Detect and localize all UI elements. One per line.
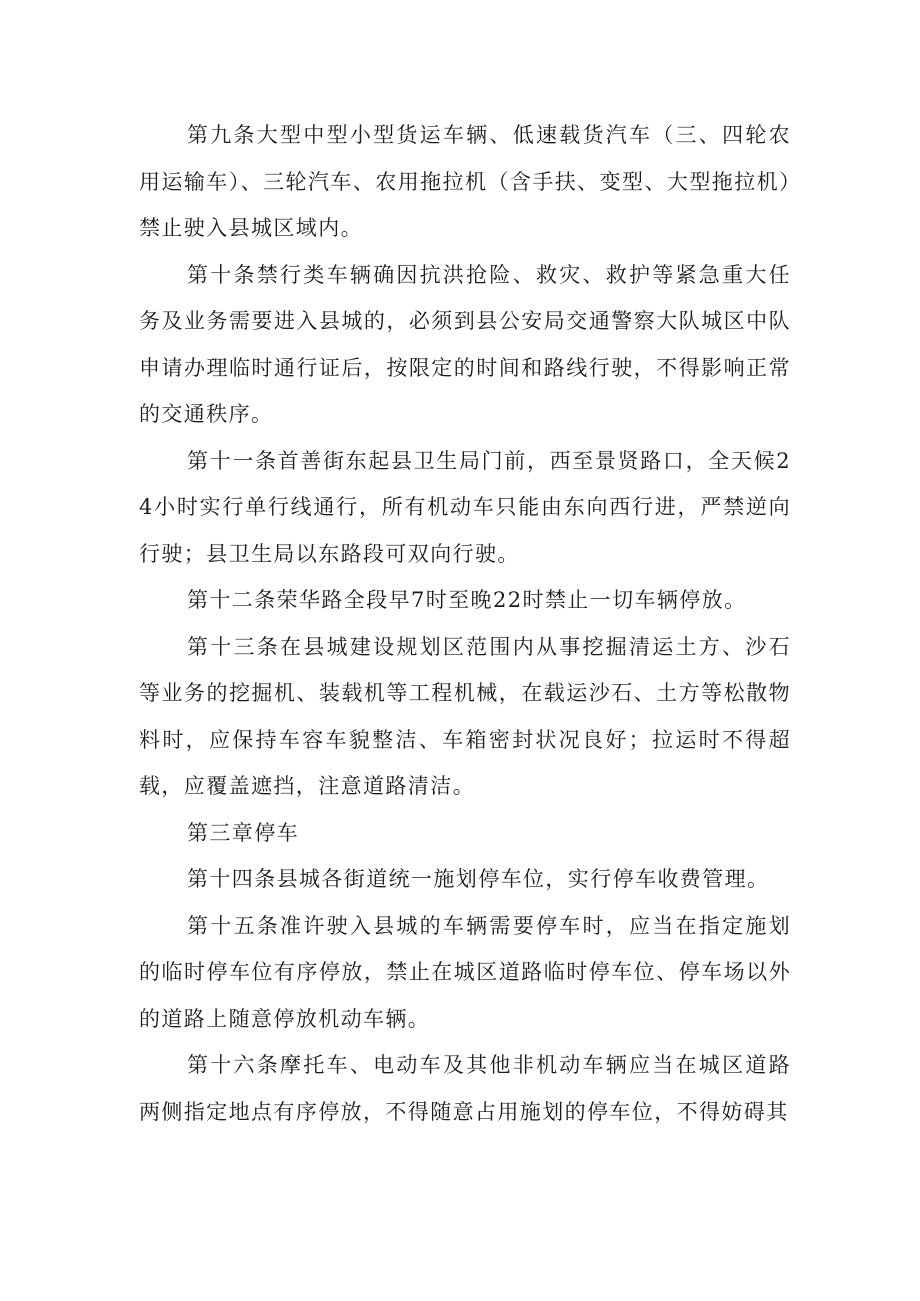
article-10-paragraph: 第十条禁行类车辆确因抗洪抢险、救灾、救护等紧急重大任务及业务需要进入县城的，必须到县公安局交通警察大队城区中队申请办理临时通行证后，按限定的时间和路线行驶，不得影响正常的交通秩序。 [139,262,791,426]
article-11-paragraph: 第十一条首善街东起县卫生局门前，西至景贤路口，全天候24小时实行单行线通行，所有机动车只能由东向西行进，严禁逆向行驶；县卫生局以东路段可双向行驶。 [139,448,791,566]
article-14-paragraph: 第十四条县城各街道统一施划停车位，实行停车收费管理。 [187,867,770,891]
article-9-paragraph: 第九条大型中型小型货运车辆、低速载货汽车（三、四轮农用运输车）、三轮汽车、农用拖拉机（含手扶、变型、大型拖拉机）禁止驶入县城区域内。 [139,123,791,240]
document-body [139,112,791,1135]
article-12-paragraph: 第十二条荣华路全段早7时至晚22时禁止一切车辆停放。 [187,588,747,612]
article-13-paragraph: 第十三条在县城建设规划区范围内从事挖掘清运土方、沙石等业务的挖掘机、装载机等工程机械，在载运沙石、土方等松散物料时，应保持车容车貌整洁、车箱密封状况良好；拉运时不得超载，应覆盖遮挡，注意道路清洁。 [139,634,791,798]
article-15-paragraph: 第十五条准许驶入县城的车辆需要停车时，应当在指定施划的临时停车位有序停放，禁止在城区道路临时停车位、停车场以外的道路上随意停放机动车辆。 [139,913,791,1031]
chapter-3-heading: 第三章停车 [187,820,299,845]
article-16-paragraph: 第十六条摩托车、电动车及其他非机动车辆应当在城区道路两侧指定地点有序停放，不得随意占用施划的停车位，不得妨碍其 [139,1053,791,1124]
